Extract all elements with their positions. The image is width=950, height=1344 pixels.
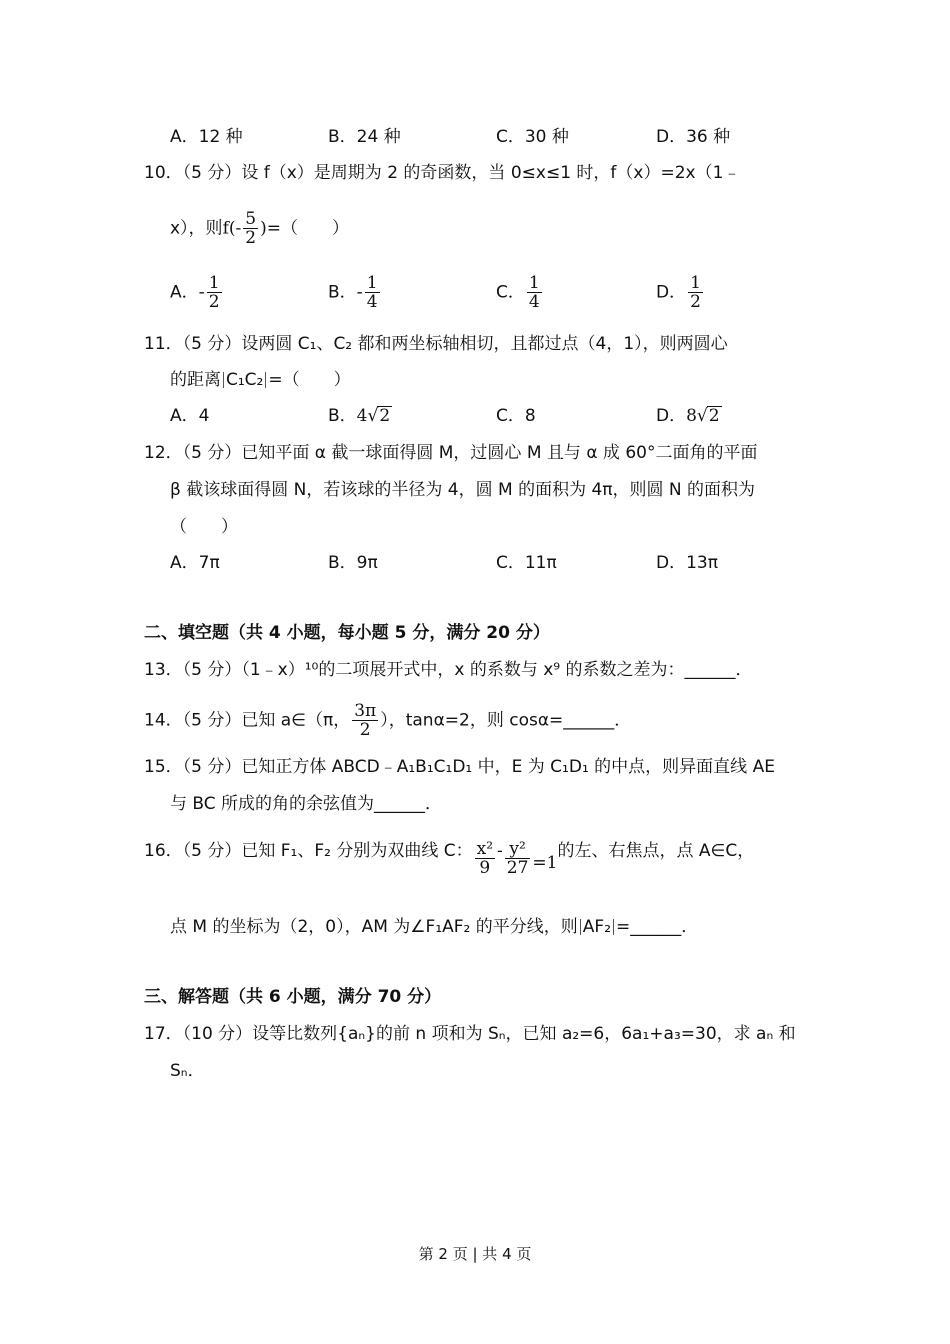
q10-option-c — [496, 274, 544, 311]
q10-c-num: 1 — [528, 273, 540, 293]
q10-d-num: 1 — [690, 273, 701, 293]
q10-a-den: 2 — [208, 292, 220, 312]
q12-line1: 12．（5 分）已知平面 α 截一球面得圆 M，过圆心 M 且与 α 成 60°二面角的平面 — [144, 443, 758, 463]
abs-bar-left — [223, 372, 224, 388]
q16-y-den: 27 — [506, 858, 529, 878]
abs-bar-left — [580, 919, 581, 935]
q10-c-den: 4 — [528, 292, 540, 312]
q11-option-d-label: D． — [656, 406, 687, 426]
q17-line1: 17．（10 分）设等比数列{aₙ}的前 n 项和为 Sₙ，已知 a₂=6，6a₁+a₃=30，求 aₙ 和 — [144, 1024, 796, 1044]
q16-eq: =1 — [532, 853, 558, 873]
section-heading-solutions: 三、解答题（共 6 小题，满分 70 分） — [144, 987, 442, 1007]
q10-option-d — [656, 274, 705, 311]
q10-option-d-label: D． — [656, 282, 687, 303]
q16-line2-suffix: =______． — [616, 917, 699, 937]
q10-expr-fraction — [243, 210, 258, 247]
q12-option-b: B．9π — [328, 553, 378, 573]
q11-line2-mid: C₁C₂ — [226, 370, 264, 390]
q14 — [144, 702, 631, 739]
q10-option-a — [170, 274, 224, 311]
q15-line1: 15．（5 分）已知正方体 ABCD﹣A₁B₁C₁D₁ 中，E 为 C₁D₁ 的中点，则异面直线 AE — [144, 757, 775, 777]
abs-bar-right — [613, 919, 614, 935]
q12-option-c: C．11π — [496, 553, 557, 573]
q10-line2-suffix: =（ ） — [266, 218, 349, 239]
q10-b-den: 4 — [366, 292, 378, 312]
q10-option-b — [328, 274, 382, 311]
q11-line2-prefix: 的距离 — [170, 370, 221, 390]
q10-line2-prefix: x），则 — [170, 218, 223, 239]
q16-x-den: 9 — [475, 858, 495, 877]
q11-option-d-radicand: 2 — [708, 406, 720, 426]
q10-option-c-fraction — [527, 274, 542, 311]
q9-option-b: B．24 种 — [328, 127, 401, 147]
q17-line2: Sₙ． — [170, 1061, 205, 1081]
q10-option-b-fraction — [365, 274, 380, 311]
q10-option-b-label: B．- — [328, 282, 363, 303]
q11-option-d — [656, 405, 722, 427]
q9-option-c: C．30 种 — [496, 127, 569, 147]
q15-line2: 与 BC 所成的角的余弦值为______． — [170, 794, 443, 814]
q16-line1 — [144, 840, 754, 877]
q10-option-a-fraction — [207, 274, 222, 311]
q14-prefix: 14．（5 分）已知 a∈（π， — [144, 710, 351, 731]
q11-option-b-label: B． — [328, 406, 357, 426]
q11-option-a: A．4 — [170, 406, 210, 426]
q16-line2-mid: AF₂ — [582, 917, 612, 937]
q16-y-fraction — [505, 840, 531, 877]
q14-suffix: ），tanα=2，则 cosα=______． — [380, 710, 632, 731]
q14-den: 2 — [352, 720, 378, 739]
q9-option-d: D．36 种 — [656, 127, 731, 147]
q10-expr-num: 5 — [245, 209, 257, 229]
q9-option-a: A．12 种 — [170, 127, 243, 147]
q10-expr-f: f( — [222, 218, 236, 239]
q10-a-num: 1 — [208, 273, 220, 293]
page-footer: 第 2 页 | 共 4 页 — [418, 1245, 532, 1263]
q11-line2 — [170, 369, 351, 391]
q10-line1: 10．（5 分）设 f（x）是周期为 2 的奇函数，当 0≤x≤1 时，f（x）=2x（1﹣ — [144, 163, 741, 183]
q11-option-b — [328, 405, 392, 427]
sqrt-icon: √ — [367, 406, 379, 426]
q11-option-d-coef: 8 — [686, 406, 697, 426]
q10-option-d-fraction — [688, 274, 703, 311]
q11-line1: 11．（5 分）设两圆 C₁、C₂ 都和两坐标轴相切，且都过点（4，1），则两圆心 — [144, 334, 728, 354]
q16-line2 — [170, 916, 698, 938]
q16-y-num: y² — [509, 839, 526, 859]
q10-option-c-label: C． — [496, 282, 525, 303]
q16-line2-prefix: 点 M 的坐标为（2，0），AM 为∠F₁AF₂ 的平分线，则 — [170, 917, 578, 937]
q10-line2 — [170, 210, 349, 247]
q14-num: 3π — [354, 701, 377, 721]
q10-expr-den: 2 — [245, 228, 257, 248]
q10-expr-close: ) — [260, 218, 267, 239]
q16-suffix: 的左、右焦点，点 A∈C， — [557, 841, 755, 861]
q11-option-c: C．8 — [496, 406, 536, 426]
sqrt-icon: √ — [696, 406, 708, 426]
q12-line3: （ ） — [170, 517, 238, 537]
q10-b-num: 1 — [366, 273, 378, 293]
q10-option-a-label: A．- — [170, 282, 205, 303]
q12-option-d: D．13π — [656, 553, 718, 573]
q11-line2-suffix: =（ ） — [268, 370, 351, 390]
q16-minus: - — [497, 841, 503, 861]
section-heading-fill-in: 二、填空题（共 4 小题，每小题 5 分，满分 20 分） — [144, 623, 550, 643]
q16-x-num: x² — [476, 839, 494, 859]
q11-option-b-coef: 4 — [356, 406, 368, 426]
q13: 13．（5 分）（1﹣x）¹⁰的二项展开式中，x 的系数与 x⁹ 的系数之差为：______． — [144, 660, 753, 680]
q16-prefix: 16．（5 分）已知 F₁、F₂ 分别为双曲线 C： — [144, 841, 473, 861]
q10-d-den: 2 — [690, 292, 701, 312]
q16-x-fraction — [475, 840, 495, 877]
q12-option-a: A．7π — [170, 553, 220, 573]
q12-line2: β 截该球面得圆 N，若该球的半径为 4，圆 M 的面积为 4π，则圆 N 的面积为 — [170, 480, 756, 500]
q10-expr-neg: - — [235, 218, 242, 239]
q14-fraction — [352, 702, 378, 739]
q11-option-b-radicand: 2 — [379, 406, 391, 426]
abs-bar-right — [265, 372, 266, 388]
